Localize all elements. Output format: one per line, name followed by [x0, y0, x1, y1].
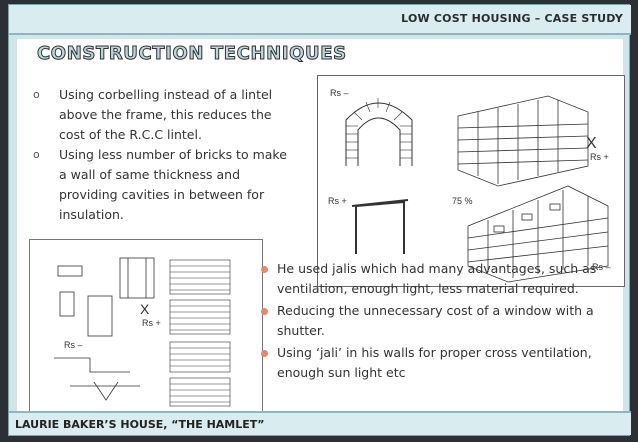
- section-heading: CONSTRUCTION TECHNIQUES: [37, 43, 347, 64]
- jali-sketch: [29, 239, 263, 415]
- sketch-label: Rs +: [328, 196, 347, 206]
- header-title: LOW COST HOUSING – CASE STUDY: [401, 12, 623, 25]
- left-bullet-text: Using corbelling instead of a lintel above the frame, this reduces the cost of the R.C.C lintel.: [59, 87, 273, 142]
- footer-bar: [9, 411, 631, 435]
- left-bullet-list: [33, 85, 288, 225]
- sketch-label: Rs –: [64, 340, 83, 350]
- left-bullet-text: Using less number of bricks to make a wall of same thickness and providing cavities in between for insulation.: [59, 147, 287, 222]
- right-bullet-list: [259, 259, 631, 385]
- sketch-label: 75 %: [452, 196, 473, 206]
- cross-mark-icon: X: [140, 301, 150, 317]
- sketch-label: Rs –: [330, 88, 349, 98]
- corbelling-sketch-drawing: [318, 76, 624, 286]
- left-bullet-item: [33, 85, 288, 145]
- right-bullet-text: He used jalis which had many advantages, such as ventilation, enough light, less material required.: [277, 261, 597, 296]
- header-bar: [9, 5, 631, 35]
- footer-title: LAURIE BAKER’S HOUSE, “THE HAMLET”: [15, 418, 265, 431]
- circle-bullet-icon: o: [33, 148, 40, 161]
- content-area: [17, 39, 623, 413]
- corbelling-sketch: [317, 75, 625, 287]
- right-bullet-item: [259, 343, 631, 383]
- jali-sketch-drawing: [30, 240, 262, 414]
- sketch-label: Rs +: [142, 318, 161, 328]
- slide-frame: [8, 4, 630, 436]
- bullet-dot-icon: [261, 266, 268, 273]
- sketch-label: Rs –: [592, 262, 611, 272]
- right-bullet-text: Reducing the unnecessary cost of a window with a shutter.: [277, 303, 594, 338]
- right-bullet-text: Using ‘jali’ in his walls for proper cross ventilation, enough sun light etc: [277, 345, 592, 380]
- right-bullet-item: [259, 259, 631, 299]
- circle-bullet-icon: o: [33, 88, 40, 101]
- cross-mark-icon: X: [586, 135, 597, 152]
- right-bullet-item: [259, 301, 631, 341]
- left-bullet-item: [33, 145, 288, 225]
- bullet-dot-icon: [261, 308, 268, 315]
- bullet-dot-icon: [261, 350, 268, 357]
- sketch-label: Rs +: [590, 152, 609, 162]
